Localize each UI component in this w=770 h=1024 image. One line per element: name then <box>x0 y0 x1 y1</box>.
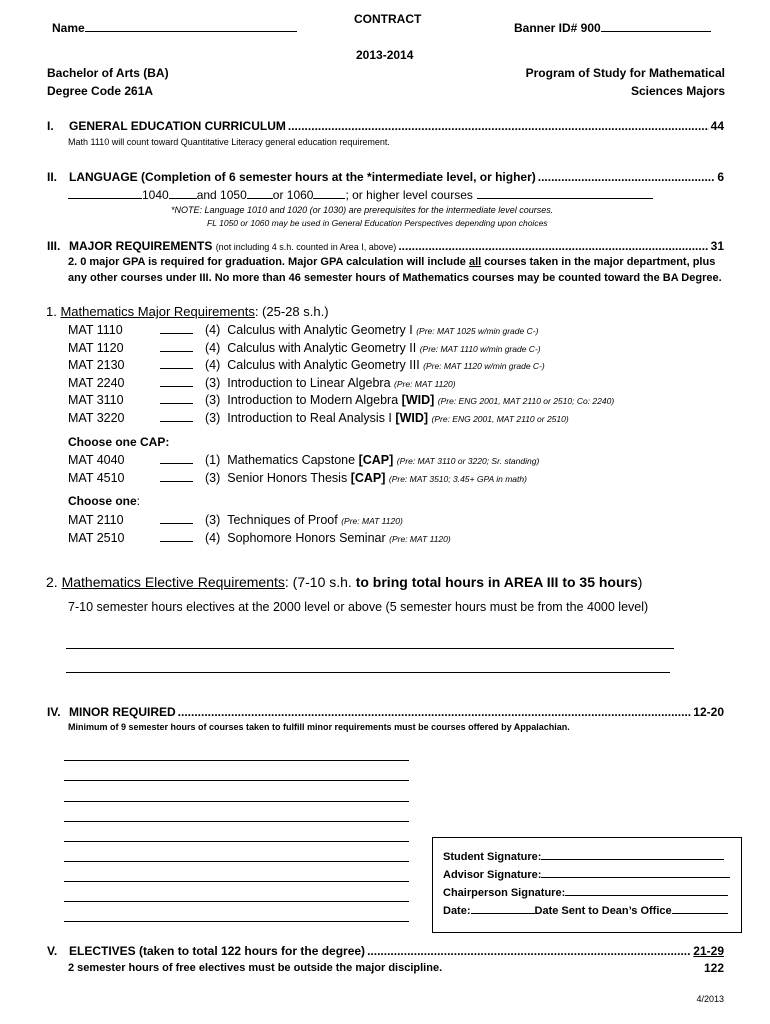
banner-id-label: Banner ID# 900 <box>514 21 601 35</box>
section-4-heading <box>47 705 724 719</box>
section-5-title: ELECTIVES (taken to total 122 hours for the degree) <box>69 944 366 958</box>
course-check-blank[interactable] <box>160 452 193 464</box>
course-code: MAT 2130 <box>68 358 125 373</box>
course-check-blank[interactable] <box>160 357 193 369</box>
course-tag: [WID] <box>395 411 429 425</box>
course-prereq: (Pre: MAT 1120) <box>341 516 403 526</box>
course-prereq: (Pre: MAT 1110 w/min grade C-) <box>419 343 541 354</box>
signature-box <box>432 837 742 933</box>
elective-blank-line-2[interactable] <box>66 672 670 673</box>
section-5-number: V. <box>47 944 58 958</box>
total-hours: 122 <box>703 961 724 975</box>
minor-blank-line[interactable] <box>64 921 409 922</box>
section-2-note-1: *NOTE: Language 1010 and 1020 (or 1030) are prerequisites for the intermediate level courses. <box>171 205 554 215</box>
course-tag: [CAP] <box>358 453 394 467</box>
course-title: Introduction to Linear Algebra <box>227 375 391 390</box>
course-check-blank[interactable] <box>160 470 193 482</box>
lang-1060: or 1060 <box>272 188 314 202</box>
section-2-number: II. <box>47 170 58 184</box>
minor-blank-line[interactable] <box>64 801 409 802</box>
course-prereq: (Pre: ENG 2001, MAT 2110 or 2510; Co: 2240) <box>437 396 615 407</box>
minor-blank-line[interactable] <box>64 841 409 842</box>
section-1-hours: 44 <box>710 119 724 133</box>
course-prereq: (Pre: MAT 1025 w/min grade C-) <box>416 326 539 336</box>
section-2-title: LANGUAGE (Completion of 6 semester hours at the *intermediate level, or higher) <box>69 170 536 184</box>
section-1-heading <box>47 119 724 133</box>
course-code: MAT 2510 <box>68 530 125 545</box>
course-code: MAT 3220 <box>68 411 125 425</box>
cap-heading: Choose one CAP: <box>68 435 170 449</box>
lang-1050: and 1050 <box>196 188 247 202</box>
section-3-hours: 31 <box>710 239 724 253</box>
section-1-note: Math 1110 will count toward Quantitative Literacy general education requirement. <box>68 137 390 147</box>
academic-year: 2013-2014 <box>356 48 414 62</box>
minor-blank-line[interactable] <box>64 780 409 781</box>
course-row <box>68 530 451 545</box>
course-hours: (4) <box>205 323 221 337</box>
name-field[interactable] <box>52 20 297 35</box>
gpa-note-2: any other courses under III. No more than 46 semester hours of Mathematics courses may be counted toward the BA Degree. <box>68 272 722 284</box>
minor-blank-line[interactable] <box>64 881 409 882</box>
course-row <box>68 340 541 355</box>
course-tag: [WID] <box>401 393 435 408</box>
degree-code: Degree Code 261A <box>47 84 154 98</box>
banner-id-field[interactable] <box>514 20 711 35</box>
program-title-2: Sciences Majors <box>630 84 725 98</box>
course-hours: (4) <box>205 340 221 355</box>
minor-blank-line[interactable] <box>64 821 409 822</box>
course-hours: (4) <box>205 530 221 545</box>
lang-higher: ; or higher level courses <box>345 188 473 202</box>
course-code: MAT 4510 <box>68 470 125 485</box>
course-row <box>68 452 539 467</box>
course-code: MAT 3110 <box>68 393 124 408</box>
course-title: Introduction to Modern Algebra <box>227 393 399 408</box>
section-2-hours: 6 <box>717 170 724 184</box>
advisor-signature-line[interactable]: Advisor Signature: <box>443 866 741 884</box>
course-prereq: (Pre: MAT 3110 or 3220; Sr. standing) <box>396 456 540 466</box>
section-3-title: MAJOR REQUIREMENTS <box>69 239 213 253</box>
name-label: Name <box>52 21 85 35</box>
course-check-blank[interactable] <box>160 530 193 542</box>
course-title: Mathematics Capstone <box>227 453 356 467</box>
section-4-title: MINOR REQUIRED <box>69 705 176 719</box>
course-code: MAT 1110 <box>68 323 123 337</box>
course-row <box>68 357 545 372</box>
course-prereq: (Pre: MAT 3510; 3.45+ GPA in math) <box>388 473 527 484</box>
section-2-note-2: FL 1050 or 1060 may be used in General Education Perspectives depending upon choices <box>207 218 548 228</box>
course-title: Calculus with Analytic Geometry I <box>227 323 413 337</box>
minor-blank-line[interactable] <box>64 901 409 902</box>
course-title: Introduction to Real Analysis I <box>227 411 392 425</box>
elective-blank-line-1[interactable] <box>66 648 674 649</box>
course-check-blank[interactable] <box>160 340 193 352</box>
minor-blank-line[interactable] <box>64 760 409 761</box>
course-prereq: (Pre: MAT 1120) <box>389 533 451 544</box>
course-row <box>68 512 403 527</box>
language-courses-line[interactable] <box>68 187 653 202</box>
course-check-blank[interactable] <box>160 322 193 334</box>
section-1-number: I. <box>47 119 54 133</box>
program-title-1: Program of Study for Mathematical <box>525 66 725 80</box>
section-2-heading <box>47 170 724 184</box>
course-check-blank[interactable] <box>160 512 193 524</box>
course-code: MAT 2110 <box>68 513 124 527</box>
course-code: MAT 2240 <box>68 375 125 390</box>
section-4-number: IV. <box>47 705 61 719</box>
course-row <box>68 322 538 337</box>
course-check-blank[interactable] <box>160 375 193 387</box>
section-5-note: 2 semester hours of free electives must be outside the major discipline. <box>68 962 443 974</box>
section-4-note: Minimum of 9 semester hours of courses taken to fulfill minor requirements must be courses offered by Appalachian. <box>68 722 570 732</box>
course-hours: (3) <box>205 393 221 408</box>
elective-description: 7-10 semester hours electives at the 2000 level or above (5 semester hours must be from the 4000 level) <box>68 600 649 614</box>
course-code: MAT 4040 <box>68 453 125 467</box>
course-prereq: (Pre: MAT 1120) <box>394 378 456 389</box>
course-code: MAT 1120 <box>68 340 124 355</box>
course-title: Calculus with Analytic Geometry II <box>227 340 417 355</box>
section-3-heading <box>47 239 724 253</box>
course-row <box>68 470 527 485</box>
course-tag: [CAP] <box>350 470 386 485</box>
course-row <box>68 392 614 407</box>
contract-title: CONTRACT <box>354 12 422 26</box>
section-3-number: III. <box>47 239 61 253</box>
degree-name: Bachelor of Arts (BA) <box>47 66 169 80</box>
section-3-title-note: (not including 4 s.h. counted in Area I, above) <box>215 242 397 252</box>
course-title: Techniques of Proof <box>227 513 338 527</box>
course-hours: (3) <box>205 513 221 527</box>
course-hours: (3) <box>205 375 221 390</box>
date-line[interactable]: Date: Date Sent to Dean’s Office <box>443 902 741 920</box>
course-hours: (3) <box>205 470 221 485</box>
student-signature-line[interactable]: Student Signature: <box>443 848 741 866</box>
course-hours: (4) <box>205 358 221 373</box>
section-5-heading <box>47 944 724 958</box>
section-5-hours: 21-29 <box>693 944 724 958</box>
course-hours: (3) <box>205 411 221 425</box>
course-row <box>68 410 569 425</box>
course-row <box>68 375 456 390</box>
course-title: Calculus with Analytic Geometry III <box>227 358 420 373</box>
elective-requirements-heading: 2. Mathematics Elective Requirements: (7-10 s.h. to bring total hours in AREA III to 35 hours) <box>46 574 643 590</box>
course-prereq: (Pre: ENG 2001, MAT 2110 or 2510) <box>431 414 569 424</box>
course-title: Senior Honors Thesis <box>227 470 348 485</box>
choose-one-heading: Choose one: <box>68 494 141 508</box>
course-hours: (1) <box>205 453 221 467</box>
gpa-note-1: 2. 0 major GPA is required for graduation. Major GPA calculation will include all courses taken in the major department, plus <box>68 256 716 268</box>
course-title: Sophomore Honors Seminar <box>227 530 386 545</box>
course-check-blank[interactable] <box>160 392 193 404</box>
major-requirements-heading: 1. Mathematics Major Requirements: (25-28 s.h.) <box>46 304 329 319</box>
minor-blank-line[interactable] <box>64 861 409 862</box>
section-1-title: GENERAL EDUCATION CURRICULUM <box>69 119 286 133</box>
lang-1040: 1040 <box>142 188 169 202</box>
revision-date: 4/2013 <box>696 994 724 1004</box>
course-prereq: (Pre: MAT 1120 w/min grade C-) <box>423 361 545 372</box>
section-4-hours: 12-20 <box>693 705 724 719</box>
chairperson-signature-line[interactable]: Chairperson Signature: <box>443 884 741 902</box>
course-check-blank[interactable] <box>160 410 193 422</box>
